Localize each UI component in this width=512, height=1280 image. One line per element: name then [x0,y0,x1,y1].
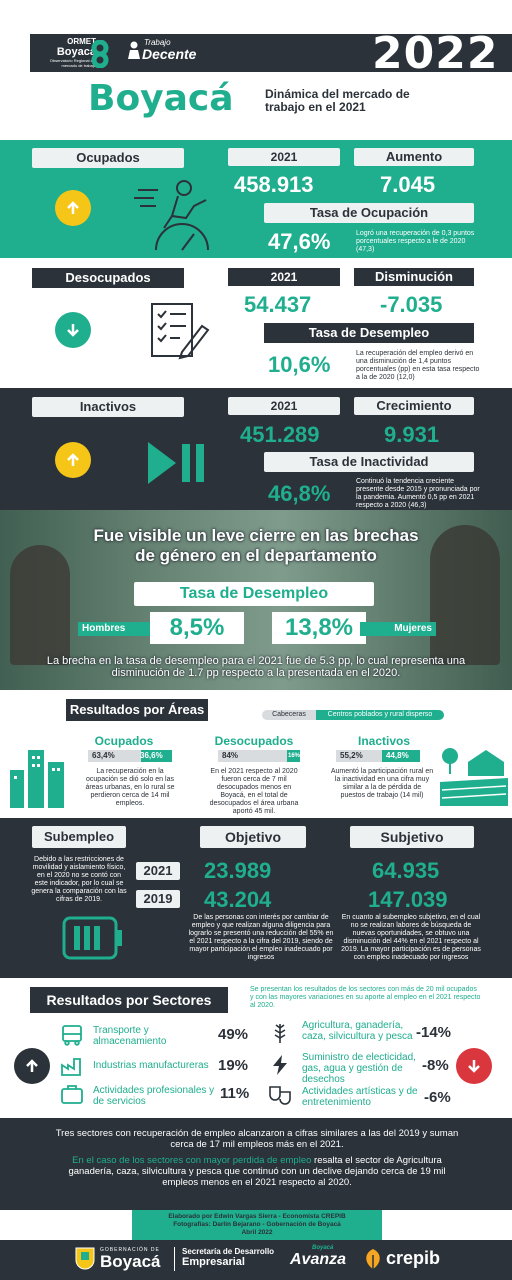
inactivos-value: 451.289 [240,422,320,447]
subempleo-note: Debido a las restricciones de movilidad y aislamiento físico, en el 2020 no se contó con este indicador, por lo cual se genera la comparación con las cifras de 2019. [31,856,127,903]
ocupados-rate: 47,6% [268,229,331,254]
sector-up-1-value: 49% [218,1026,249,1043]
desocupados-change: -7.035 [380,292,443,317]
worker-icon [126,40,142,60]
coat-of-arms-icon [74,1244,96,1274]
sectores-title: Resultados por Sectores [30,987,228,1013]
areas-inactivos-label: Inactivos [357,734,411,748]
down-arrow-icon [456,1048,492,1084]
areas-desocupados-label: Desocupados [214,734,294,748]
up-arrow-icon [14,1048,50,1084]
men-value: 8,5% [150,612,244,644]
briefcase-icon [60,1083,84,1105]
sector-down-3-value: -6% [424,1089,451,1106]
battery-icon [62,916,124,960]
sector-up-1-name: Transporte y almacenamiento [93,1025,167,1047]
inactivos-note: Continuó la tendencia creciente presente desde 2015 y pronunciada por la pandemia. Aumentó 0,5 pp en 2021 respecto a 2020 (46,3) [356,478,480,509]
factory-icon [60,1055,84,1077]
inactivos-label: Inactivos [32,397,184,417]
areas-desocupados-text: En el 2021 respecto al 2020 fueron cerca de 7 mil desocupados menos en Boyacá, en el total de desocupados el área urbana aportó 45 mil. [209,768,299,815]
areas-inactivos-rural: 44,8% [386,751,409,760]
inactivos-year-label: 2021 [228,397,340,415]
sector-down-1-value: -14% [416,1024,452,1041]
subempleo-label: Subempleo [32,826,126,848]
desocupados-rate-label: Tasa de Desempleo [264,323,474,343]
areas-title: Resultados por Áreas [66,699,208,721]
conclusion-line1: Tres sectores con recuperación de empleo alcanzaron a cifras similares a las del 2019 y suman cerca de 17 mil empleos más en el 2021. [55,1128,459,1150]
boyaca-avanza-logo: Boyacá Avanza [290,1245,347,1268]
objective-2019: 43.204 [204,887,272,912]
sector-up-3-name: Actividades profesionales y de servicios [93,1085,215,1107]
areas-ocupados-rural: 36,6% [140,751,163,760]
desocupados-rate: 10,6% [268,352,331,377]
sector-down-2-value: -8% [422,1057,449,1074]
legend-urban: Cabeceras [262,710,316,720]
wheat-icon [268,1022,292,1044]
sector-up-3-value: 11% [220,1085,250,1102]
conclusion-rest: resalta el sector de Agricultura ganadería, caza, silvicultura y pesca que continuó con un declive dejando cerca de 19 mil empleos menos en el 2021 respecto al 2020. [68,1155,446,1188]
masks-icon [268,1084,292,1106]
ocupados-label: Ocupados [32,148,184,168]
ocupados-rate-label: Tasa de Ocupación [264,203,474,223]
inactivos-change: 9.931 [384,422,440,447]
subjective-2019: 147.039 [368,887,448,912]
lightning-icon [268,1054,292,1076]
page-title: Boyacá [88,78,234,119]
sector-up-2-name: Industrias manufactureras [93,1060,209,1071]
gender-headline: Fue visible un leve cierre en las brechas de género en el departamento [93,526,419,565]
form-pencil-icon [146,300,210,364]
gender-rate-label: Tasa de Desempleo [134,582,374,606]
ocupados-change: 7.045 [380,172,436,197]
sectores-intro: Se presentan los resultados de los sectores con más de 20 mil ocupados y con las mayores variaciones en su aporte al empleo en el 2021 respecto al 2020. [250,986,481,1009]
inactivos-change-label: Crecimiento [354,397,474,415]
desocupados-year-label: 2021 [228,268,340,286]
crepib-icon [362,1247,384,1271]
areas-desocupados-urban: 84% [222,751,239,760]
objective-2021: 23.989 [204,858,272,883]
ocupados-note: Logró una recuperación de 0,3 puntos porcentuales respecto a le de 2020 (47,3) [356,230,475,253]
trabajo-decente-logo: Trabajo Decente [142,38,197,62]
runner-clock-icon [134,176,216,254]
up-arrow-icon [55,442,91,478]
sector-down-2-name: Suministro de electicidad, gas, agua y gestión de desechos [302,1052,416,1085]
credits: Elaborado por Edwin Vargas Sierra - Economista CREPIB Fotografías: Darlin Bejarano - Gobernación de Boyacá Abril 2022 [132,1210,382,1240]
ormet-logo: ORMET Boyacá Observatorio Regional del mercado de trabajo [49,37,96,68]
areas-inactivos-urban: 55,2% [340,751,363,760]
inactivos-rate-label: Tasa de Inactividad [264,452,474,472]
conclusion-paragraph [52,1155,462,1188]
city-icon [8,740,68,808]
year-2019-label: 2019 [136,890,180,908]
ocupados-change-label: Aumento [354,148,474,166]
gender-text: La brecha en la tasa de desempleo para el 2021 fue de 5.3 pp, lo cual representa una disminución de 1.7 pp respecto a la presentada en el 2020. [46,655,466,679]
areas-ocupados-text: La recuperación en la ocupación se dió solo en las áreas urbanas, en lo rural se perdieron cerca de 14 mil empleos. [85,768,175,807]
ocupados-value: 458.913 [234,172,314,197]
divider [174,1247,175,1271]
desocupados-value: 54.437 [244,292,312,317]
women-label: Mujeres [360,622,436,636]
areas-desocupados-rural: 16% [288,753,301,759]
inactivos-rate: 46,8% [268,481,331,506]
conclusion-highlight: En el caso de los sectores con mayor perdida de empleo [72,1155,312,1166]
areas-ocupados-label: Ocupados [94,734,154,748]
page-subtitle: Dinámica del mercado de trabajo en el 2021 [265,87,410,114]
objective-text: De las personas con interés por cambiar de empleo y que realizan alguna diligencia para lograrlo se presentó una reducción del 55% en el 2021 respecto a la cifra del 2019, siendo de mayor participación el empleo inadecuado por ingresos [188,914,334,961]
sector-down-3-name: Actividades artísticas y de entretenimiento [302,1086,418,1108]
secretaria-logo: Secretaría de Desarrollo Empresarial [182,1247,275,1268]
farm-icon [440,742,508,806]
desocupados-change-label: Disminución [354,268,474,286]
subjective-2021: 64.935 [372,858,440,883]
gobernacion-logo: GOBERNACIÓN DE Boyacá [100,1247,161,1271]
desocupados-label: Desocupados [32,268,184,288]
desocupados-note: La recuperación del empleo derivó en una disminución de 1,4 puntos porcentuales (pp) en esta tasa respecto a la de 2020 (12,0) [356,350,480,381]
ormet-8-icon [90,40,110,68]
up-arrow-icon [55,190,91,226]
objective-label: Objetivo [200,826,306,848]
men-label: Hombres [78,622,154,636]
year-2021-label: 2021 [136,862,180,880]
down-arrow-icon [55,312,91,348]
areas-ocupados-urban: 63,4% [92,751,115,760]
legend-rural: Centros poblados y rural disperso [316,710,444,720]
bus-icon [60,1024,84,1046]
year-display: 2022 [372,28,499,79]
subjective-text: En cuanto al subempleo subjetivo, en el cual no se realizan labores de búsqueda de nuevas oportunidades, se obtuvo una disminución del 44% en el 2021 respecto al 2019. La mayor participación es de personas con empleo inadecuado por ingresos [341,914,481,961]
sector-down-1-name: Agricultura, ganadería, caza, silvicultura y pesca [302,1020,413,1042]
areas-inactivos-text: Aumentó la participación rural en la inactividad en una cifra muy similar a la de pérdida de puestos de trabajo (14 mil) [330,768,434,799]
women-value: 13,8% [272,612,366,644]
play-pause-icon [146,440,208,486]
ocupados-year-label: 2021 [228,148,340,166]
sector-up-2-value: 19% [218,1057,249,1074]
subjective-label: Subjetivo [350,826,474,848]
crepib-logo: crepib [386,1248,441,1268]
